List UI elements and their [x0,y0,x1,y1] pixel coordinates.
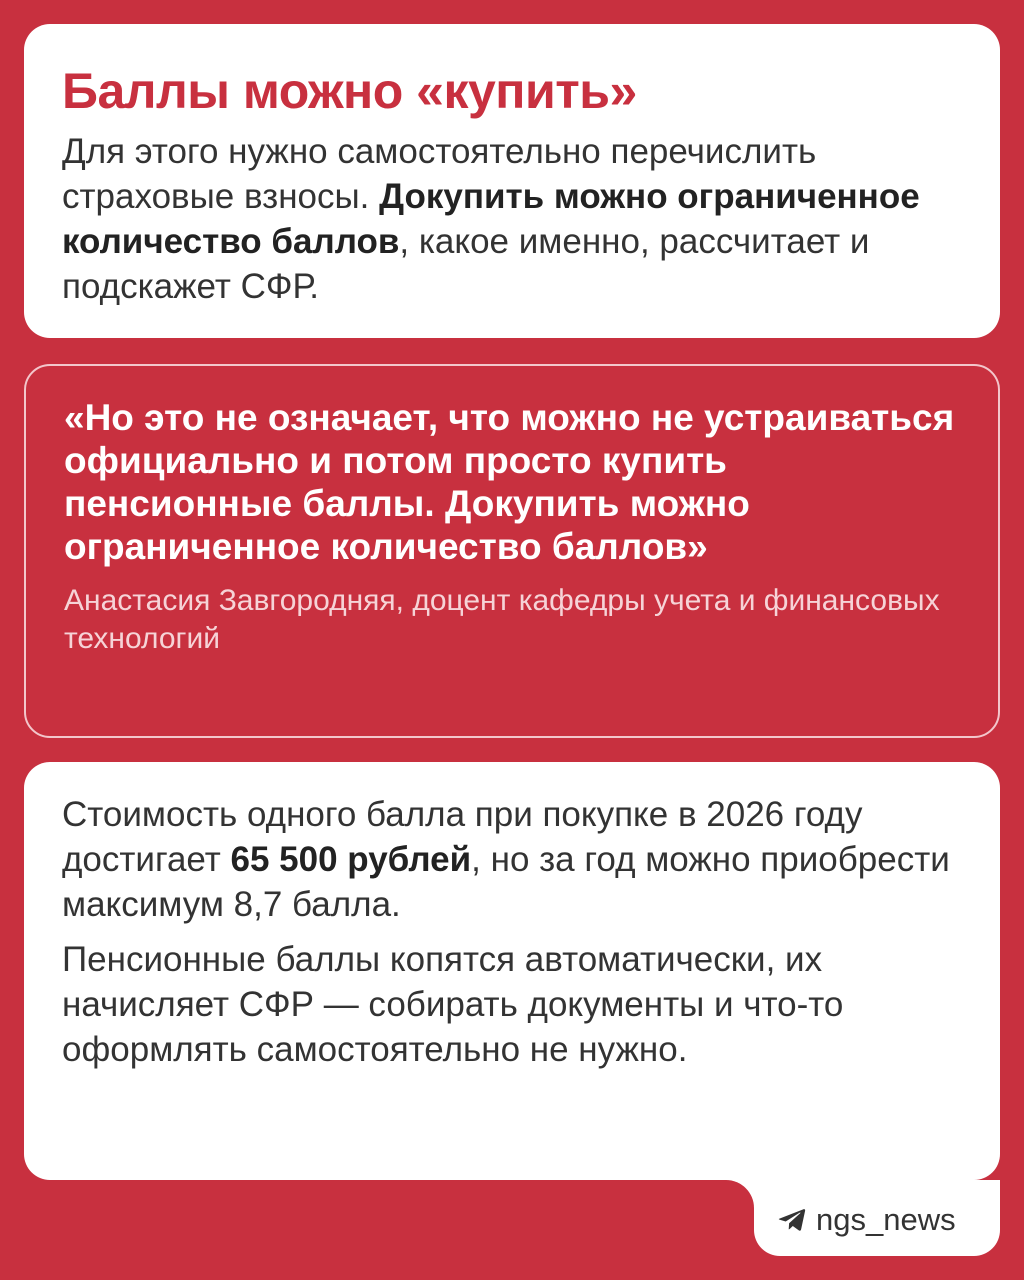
page-title: Баллы можно «купить» [62,63,637,119]
telegram-icon [778,1208,806,1232]
quote-attribution: Анастасия Завгородняя, доцент кафедры учета и финансовых технологий [64,584,940,655]
price-text-start: Стоимость одного балла при покупке в 2026 году достигает [62,795,863,879]
quote-text: «Но это не означает, что можно не устраиваться официально и потом просто купить пенсионные баллы. Докупить можно ограниченное количество баллов» [64,397,955,567]
intro-card [24,24,1000,338]
details-card [24,762,1000,1180]
intro-paragraph [62,129,962,309]
intro-text-start: Для этого нужно самостоятельно перечислить страховые взносы. [62,132,817,216]
intro-text-end: , какое именно, рассчитает и подскажет СФР. [62,222,870,306]
price-text-end: , но за год можно приобрести максимум 8,7 балла. [62,840,950,924]
source-handle[interactable] [778,1200,956,1240]
tab-corner [726,1180,754,1208]
intro-text-bold: Докупить можно ограниченное количество баллов [62,177,920,261]
auto-points-paragraph: Пенсионные баллы копятся автоматически, их начисляет СФР — собирать документы и что-то оформлять самостоятельно не нужно. [62,940,844,1069]
price-paragraph [62,792,962,927]
quote-card [24,364,1000,738]
source-handle-text: ngs_news [816,1202,956,1237]
price-value: 65 500 рублей [230,840,472,879]
